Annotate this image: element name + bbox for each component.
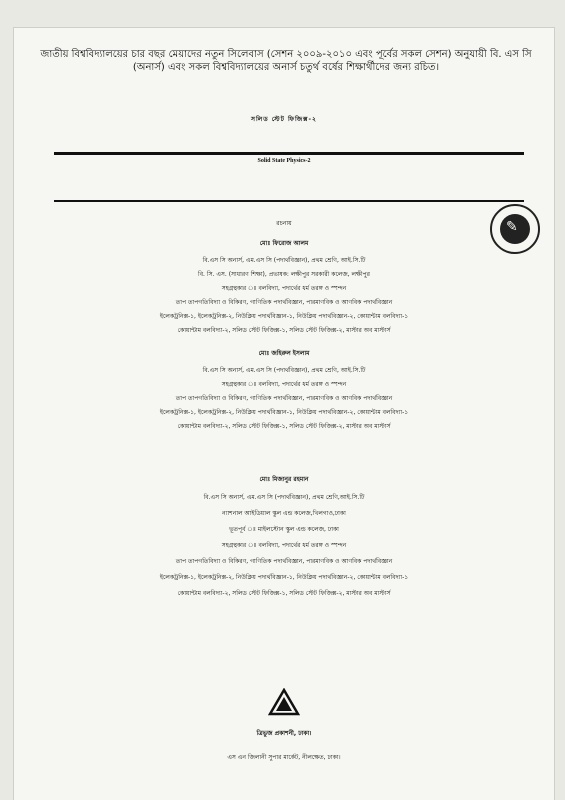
author-line: সহগ্রন্থকার ঃ বলবিদ্যা, পদার্থের ধর্ম তরঙ্গ ও স্পন্দন	[221, 542, 347, 549]
author-name: মোঃ ফিরোজ আলম	[259, 240, 309, 247]
author-line: ন্যাশনাল আইডিয়াল স্কুল এন্ড কলেজ,খিলগাও,ঢাকা	[222, 510, 346, 517]
author-line: কোয়ান্টাম বলবিদ্যা-২, সলিড স্টেট ফিজিক্স-১, সলিড স্টেট ফিজিক্স-২, মাস্টার অব মাস্টার্স	[177, 423, 391, 430]
author-line: কোয়ান্টাম বলবিদ্যা-২, সলিড স্টেট ফিজিক্স-১, সলিড স্টেট ফিজিক্স-২, মাস্টার অব মাস্টার্স	[177, 327, 391, 334]
author-line: সহগ্রন্থকার ঃ বলবিদ্যা, পদার্থের ধর্ম তরঙ্গ ও স্পন্দন	[221, 285, 347, 292]
author-line: ভূতপূর্ব ঃ মাইলস্টোন স্কুল এন্ড কলেজ, ঢাকা	[229, 526, 339, 533]
bengali-title: সলিড স্টেট ফিজিক্স-২	[251, 116, 317, 123]
english-title: Solid State Physics-2	[257, 158, 311, 164]
author-line: কোয়ান্টাম বলবিদ্যা-২, সলিড স্টেট ফিজিক্স-১, সলিড স্টেট ফিজিক্স-২, মাস্টার অব মাস্টার্স	[177, 590, 391, 597]
publisher-seal-icon: ✎	[490, 204, 540, 254]
author-line: ইলেকট্রনিক্স-১, ইলেকট্রনিক্স-২, নিউক্লিয় পদার্থবিজ্ঞান-১, নিউক্লিয় পদার্থবিজ্ঞান-২, কোয়ান্টাম বলবিদ্যা-১	[159, 409, 409, 416]
author-name: মোঃ মিজানুর রহমান	[259, 476, 309, 483]
author-line: বি. সি. এস. (সাধারণ শিক্ষা), প্রভাষক: লক্ষীপুর সরকারী কলেজ, লক্ষীপুর	[198, 271, 370, 278]
author-line: ইলেকট্রনিক্স-১, ইলেকট্রনিক্স-২, নিউক্লিয় পদার্থবিজ্ঞান-১, নিউক্লিয় পদার্থবিজ্ঞান-২, কোয়ান্টাম বলবিদ্যা-১	[159, 313, 409, 320]
author-line: তাপ তাপগতিবিদ্যা ও বিকিরণ, গাণিতিক পদার্থবিজ্ঞান, পারমাণবিক ও আণবিক পদার্থবিজ্ঞান	[175, 558, 393, 565]
intro-text: জাতীয় বিশ্ববিদ্যালয়ের চার বছর মেয়াদের নতুন সিলেবাস (সেশন ২০০৯-২০১০ এবং পূর্বের সকল সেশন) অনুযায়ী বি. এস সি (অনার্স) এবং সকল বিশ্ববিদ্যালয়ের অনার্স চতুর্থ বর্ষের শিক্ষার্থীদের জন্য রচিত।	[40, 49, 532, 73]
publisher-triangle-icon	[268, 688, 300, 716]
author-name: মোঃ জহিরুল ইসলাম	[258, 350, 310, 357]
title-page	[14, 28, 554, 800]
author-line: বি.এস সি অনার্স, এম.এস সি (পদার্থবিজ্ঞান), প্রথম শ্রেণি, আই.সি.টি	[202, 367, 366, 374]
author-line: সহগ্রন্থকার ঃ বলবিদ্যা, পদার্থের ধর্ম তরঙ্গ ও স্পন্দন	[221, 381, 347, 388]
byline: রচনায়	[276, 220, 292, 227]
author-line: বি.এস সি অনার্স, এম.এস সি (পদার্থবিজ্ঞান), প্রথম শ্রেণি,আই.সি.টি	[203, 494, 365, 501]
title-divider-bottom	[54, 200, 524, 202]
publisher-address: এস এন জিলানী সুপার মার্কেট, নীলক্ষেত, ঢাকা।	[227, 754, 341, 761]
publisher-name: ত্রিভুজ প্রকাশনী, ঢাকা।	[256, 730, 312, 737]
author-line: তাপ তাপগতিবিদ্যা ও বিকিরণ, গাণিতিক পদার্থবিজ্ঞান, পারমাণবিক ও আণবিক পদার্থবিজ্ঞান	[175, 395, 393, 402]
author-line: তাপ তাপগতিবিদ্যা ও বিকিরণ, গাণিতিক পদার্থবিজ্ঞান, পারমাণবিক ও আণবিক পদার্থবিজ্ঞান	[175, 299, 393, 306]
author-line: বি.এস সি অনার্স, এম.এস সি (পদার্থবিজ্ঞান), প্রথম শ্রেণি, আই.সি.টি	[202, 257, 366, 264]
author-line: ইলেকট্রনিক্স-১, ইলেকট্রনিক্স-২, নিউক্লিয় পদার্থবিজ্ঞান-১, নিউক্লিয় পদার্থবিজ্ঞান-২, কোয়ান্টাম বলবিদ্যা-১	[159, 574, 409, 581]
title-divider	[54, 152, 524, 155]
